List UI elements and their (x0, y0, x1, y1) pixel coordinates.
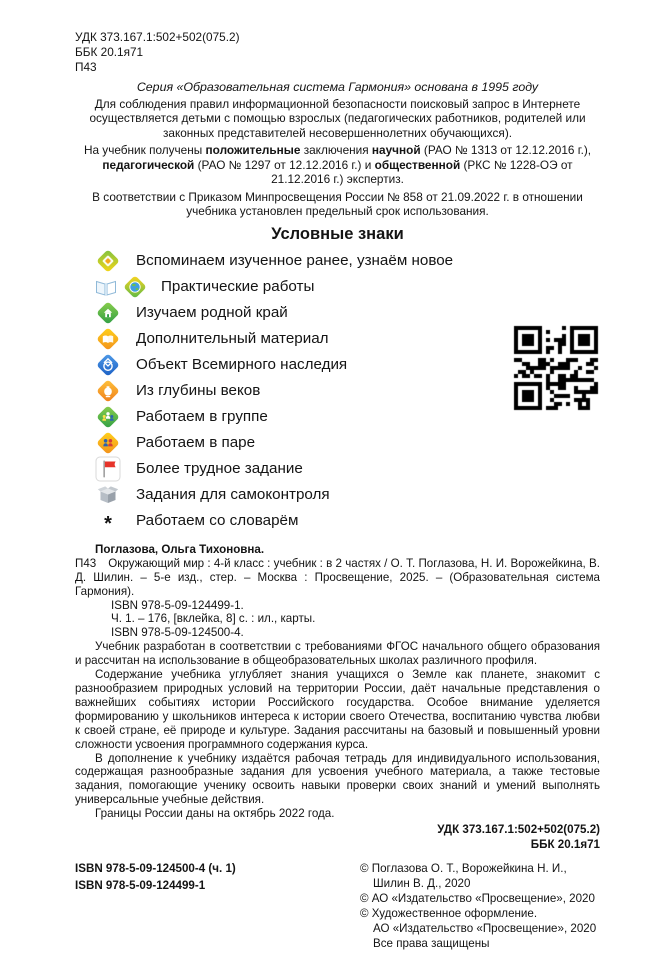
recall-new-icon (93, 248, 123, 274)
asterisk-glyph: * (104, 512, 112, 535)
usage-term-note: В соответствии с Приказом Минпросвещения России № 858 от 21.09.2022 г. в отношении учебника установлен предельный срок использования. (92, 189, 583, 219)
bold-segment: педагогической (102, 157, 195, 172)
legend-item-pair-work (75, 430, 600, 456)
expertise-note (75, 143, 600, 187)
annotation-content: Содержание учебника углубляет знания учащихся о Земле как планете, знакомит с разнообразием природных условий на территории России, даёт начальные представления о важнейших событиях истории Российского государства. Особое внимание уделяется формированию у школьников интереса к истории своего Отечества, воспитанию чувства любви к своей стране, её природе и культуре. Задания рассчитаны на базовый и повышенный уровни сложности усвоения программного содержания курса. (75, 668, 600, 751)
legend-item-label: Вспоминаем изученное ранее, узнаём новое (136, 252, 454, 270)
legend-item-label: Работаем в группе (136, 408, 268, 426)
copyright-line: АО «Издательство «Просвещение», 2020 (373, 922, 597, 936)
bbk-code-right: ББК 20.1я71 (530, 837, 600, 851)
classification-codes-right (75, 823, 600, 852)
open-book-icon (93, 274, 119, 300)
catalog-entry (75, 557, 600, 599)
world-heritage-icon (93, 352, 123, 378)
text-segment: (РКС № 1228-ОЭ от 21.12.2016 г.) экспертиз. (271, 157, 573, 187)
self-check-icon (93, 482, 123, 508)
bold-segment: общественной (374, 157, 461, 172)
legend-item-label: Дополнительный материал (136, 330, 329, 348)
author-sign-code: П43 (75, 59, 97, 74)
group-work-icon (93, 404, 123, 430)
isbn-part-line: ISBN 978-5-09-124500-4. (111, 626, 244, 640)
legend-item-label: Изучаем родной край (136, 304, 288, 322)
udk-code: УДК 373.167.1:502+502(075.2) (75, 30, 240, 44)
ancient-times-icon (93, 378, 123, 404)
legend-title: Условные знаки (271, 224, 404, 243)
annotation-workbook: В дополнение к учебнику издаётся рабочая тетрадь для индивидуального использования, содержащая разнообразные задания для усвоения учебного материала, а также тестовые задания, помогающие ученику освоить навыки проверки своих знаний и умений выполнять универсальные учебные действия. (75, 751, 600, 807)
copyright-line: © АО «Издательство «Просвещение», 2020 (360, 892, 595, 906)
pair-work-icon (93, 430, 123, 456)
copyright-block (360, 861, 600, 951)
borders-note: Границы России даны на октябрь 2022 года. (95, 807, 335, 821)
copyright-line: © Художественное оформление. (360, 907, 538, 921)
rights-reserved-line: Все права защищены (373, 937, 490, 951)
safety-note: Для соблюдения правил информационной безопасности поисковый запрос в Интернете осуществляется детьми с помощью взрослых (педагогических работников, родителей или законных представителей несовершеннолетних обучающихся). (89, 96, 586, 140)
bibliographic-block (75, 543, 600, 852)
catalog-entry-text: Окружающий мир : 4-й класс : учебник : в 2 частях / О. Т. Поглазова, Н. И. Ворожейкина, В. Д. Шилин. – 5-е изд., стер. – Москва : Просвещение, 2025. – (Образовательная система Гармония). (75, 556, 600, 598)
udk-code-right: УДК 373.167.1:502+502(075.2) (437, 823, 600, 837)
asterisk-marker (93, 511, 123, 535)
legend-item-label: Работаем со словарём (136, 512, 299, 530)
legend-item-recall (75, 248, 600, 274)
legend (75, 248, 600, 534)
page-footer (75, 861, 600, 951)
globe-icon (122, 274, 148, 300)
text-segment: На учебник получены (83, 143, 206, 158)
text-segment: (РАО № 1313 от 12.12.2016 г.), (420, 143, 592, 158)
catalog-code: П43 (75, 556, 97, 570)
native-land-icon (93, 300, 123, 326)
extra-material-icon (93, 326, 123, 352)
qr-code (512, 324, 600, 412)
practical-works-icon (93, 274, 148, 300)
legend-item-dictionary (75, 508, 600, 534)
legend-item-label: Из глубины веков (136, 382, 261, 400)
legend-item-label: Объект Всемирного наследия (136, 356, 348, 374)
text-segment: (РАО № 1297 от 12.12.2016 г.) и (194, 157, 375, 172)
isbn-line-2: ISBN 978-5-09-124499-1 (75, 878, 206, 892)
annotation-fgos: Учебник разработан в соответствии с требованиями ФГОС начального общего образования и рассчитан на использование в общеобразовательных школах различного профиля. (75, 640, 600, 668)
legend-item-label: Практические работы (161, 278, 315, 296)
isbn-series-line: ISBN 978-5-09-124499-1. (111, 598, 244, 612)
bbk-code: ББК 20.1я71 (75, 44, 144, 59)
isbn-line-1: ISBN 978-5-09-124500-4 (ч. 1) (75, 862, 236, 875)
part-line: Ч. 1. – 176, [вклейка, 8] с. : ил., карты. (111, 612, 316, 626)
hard-task-icon (93, 456, 123, 482)
legend-item-label: Задания для самоконтроля (136, 486, 330, 504)
text-segment: заключения (300, 143, 372, 158)
bold-segment: положительные (205, 143, 301, 158)
legend-item-label: Работаем в паре (136, 434, 256, 452)
legend-item-hard-task (75, 456, 600, 482)
copyright-line: Шилин В. Д., 2020 (373, 877, 471, 891)
isbn-block (75, 861, 360, 951)
legend-item-label: Более трудное задание (136, 460, 303, 478)
legend-item-self-check (75, 482, 600, 508)
author-name: Поглазова, Ольга Тихоновна. (95, 542, 265, 556)
series-note: Серия «Образовательная система Гармония» основана в 1995 году (136, 79, 539, 94)
legend-item-native-land (75, 300, 600, 326)
legend-item-practical (75, 274, 600, 300)
classification-codes (75, 30, 600, 75)
copyright-line: © Поглазова О. Т., Ворожейкина Н. И., (360, 862, 567, 875)
bold-segment: научной (371, 143, 421, 158)
